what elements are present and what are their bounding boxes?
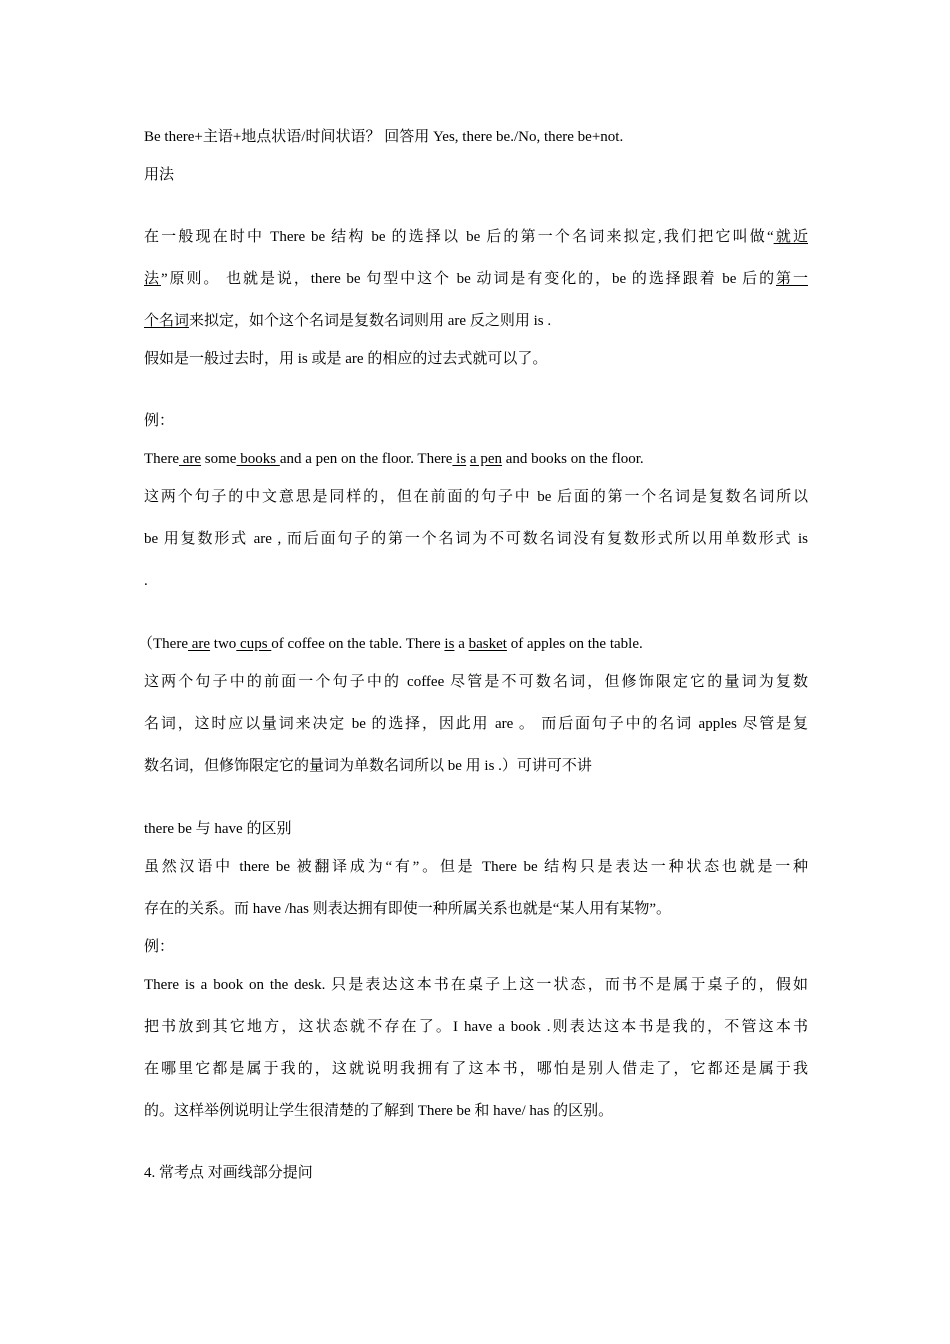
example-label: 例： <box>144 413 175 429</box>
difference-line-2: 存在的关系。而 have /has 则表达拥有即使一种所属关系也就是“某人用有某物”。 <box>144 901 672 917</box>
difference-example-line-3: 在哪里它都是属于我的，这就说明我拥有了这本书，哪怕是别人借走了，它都还是属于我 <box>144 1061 808 1077</box>
underlined-term: 法 <box>144 271 161 287</box>
explanation-line-2: be 用复数形式 are , 而后面句子的第一个名词为不可数名词没有复数形式所以用单数形式 is <box>144 531 808 547</box>
explanation-line-3: . <box>144 573 148 589</box>
explanation-line-4: 这两个句子中的前面一个句子中的 coffee 尽管是不可数名词，但修饰限定它的量词为复数 <box>144 674 808 690</box>
difference-example-line-1: There is a book on the desk. 只是表达这本书在桌子上这一状态，而书不是属于桌子的，假如 <box>144 977 808 993</box>
difference-example-line-2: 把书放到其它地方，这状态就不存在了。I have a book .则表达这本书是我的，不管这本书 <box>144 1019 808 1035</box>
example-sentence-2: （There are two cups of coffee on the table. There is a basket of apples on the table. <box>138 636 643 652</box>
rule-line-1: 在一般现在时中 There be 结构 be 的选择以 be 后的第一个名词来拟定,我们把它叫做“就近 <box>144 229 808 245</box>
explanation-line-6: 数名词，但修饰限定它的量词为单数名词所以 be 用 is .）可讲可不讲 <box>144 758 592 774</box>
rule-line-2: 法”原则。 也就是说，there be 句型中这个 be 动词是有变化的，be 的选择跟着 be 后的第一 <box>144 271 808 287</box>
usage-heading: 用法 <box>144 167 175 183</box>
section-heading-have: there be 与 have 的区别 <box>144 821 292 837</box>
example-sentence-1: There are some books and a pen on the floor. There is a pen and books on the floor. <box>144 451 644 467</box>
underlined-term: 个名词 <box>144 313 190 329</box>
difference-line-1: 虽然汉语中 there be 被翻译成为“有”。但是 There be 结构只是表达一种状态也就是一种 <box>144 859 808 875</box>
explanation-line-1: 这两个句子的中文意思是同样的，但在前面的句子中 be 后面的第一个名词是复数名词所以 <box>144 489 808 505</box>
section-heading-4: 4. 常考点 对画线部分提问 <box>144 1165 313 1181</box>
difference-example-line-4: 的。这样举例说明让学生很清楚的了解到 There be 和 have/ has 的区别。 <box>144 1103 614 1119</box>
underlined-term: 就近 <box>773 229 808 245</box>
underlined-term: 第一 <box>776 271 808 287</box>
example-label-2: 例： <box>144 939 175 955</box>
past-tense-note: 假如是一般过去时，用 is 或是 are 的相应的过去式就可以了。 <box>144 351 548 367</box>
rule-line-3: 个名词来拟定，如个这个名词是复数名词则用 are 反之则用 is . <box>144 313 552 329</box>
question-form-line: Be there+主语+地点状语/时间状语？ 回答用 Yes, there be./No, there be+not. <box>144 129 624 145</box>
explanation-line-5: 名词，这时应以量词来决定 be 的选择，因此用 are 。 而后面句子中的名词 apples 尽管是复 <box>144 716 808 732</box>
